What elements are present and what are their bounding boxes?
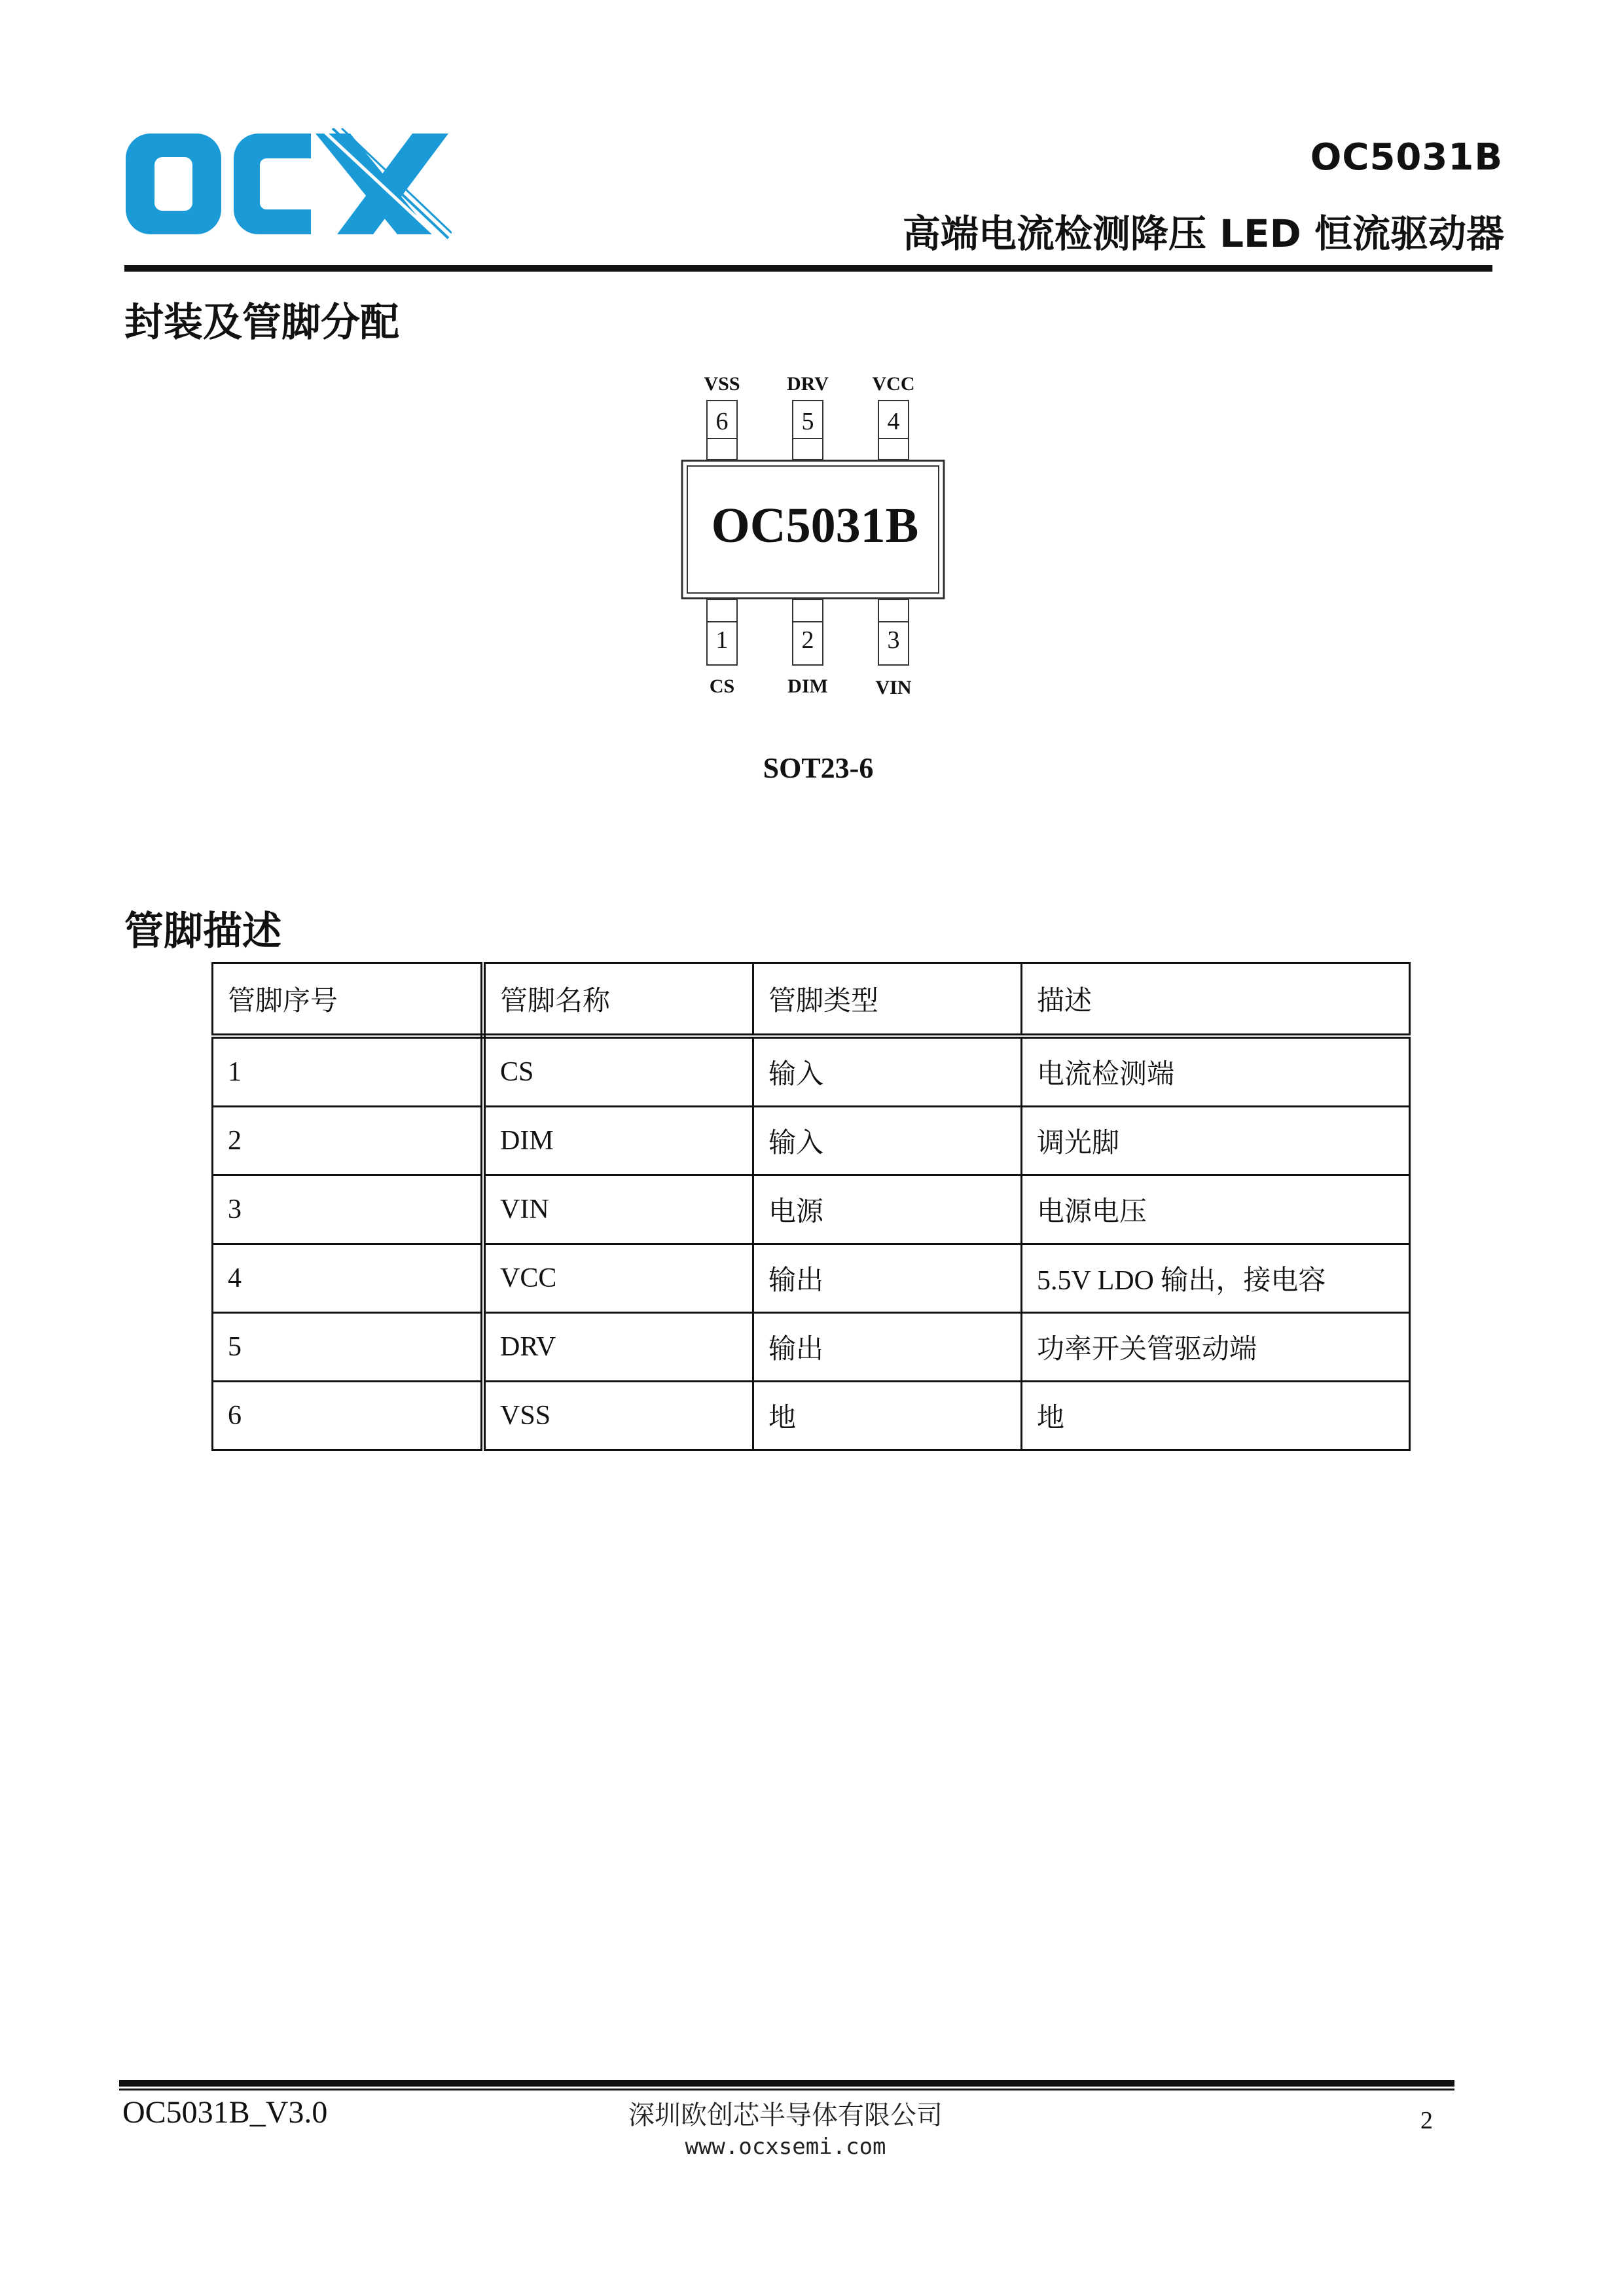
cell-pin-type: 电源 [753, 1175, 1022, 1244]
footer-divider-thin [119, 2089, 1454, 2090]
cell-pin-name: VSS [483, 1382, 753, 1450]
part-number: OC5031B [1310, 136, 1503, 179]
cell-pin-name: VCC [483, 1244, 753, 1313]
cell-description: 电源电压 [1022, 1175, 1410, 1244]
cell-pin-number: 4 [213, 1244, 484, 1313]
header-description: 描述 [1022, 963, 1410, 1037]
package-diagram [655, 367, 982, 798]
table-row [213, 1313, 1410, 1382]
header-pin-name: 管脚名称 [483, 963, 753, 1037]
footer-version: OC5031B_V3.0 [122, 2095, 328, 2130]
pin-number-4: 4 [887, 408, 900, 435]
pin-label-drv: DRV [787, 373, 829, 395]
cell-pin-name: DIM [483, 1107, 753, 1175]
company-logo [124, 128, 452, 240]
page-number: 2 [1420, 2107, 1433, 2134]
table-row [213, 1036, 1410, 1107]
cell-pin-number: 5 [213, 1313, 484, 1382]
pin-number-2: 2 [801, 626, 814, 654]
cell-description: 电流检测端 [1022, 1036, 1410, 1107]
cell-pin-number: 2 [213, 1107, 484, 1175]
cell-pin-number: 3 [213, 1175, 484, 1244]
table-row [213, 1175, 1410, 1244]
cell-pin-type: 输入 [753, 1107, 1022, 1175]
cell-pin-number: 1 [213, 1036, 484, 1107]
cell-pin-name: VIN [483, 1175, 753, 1244]
header-divider [124, 265, 1492, 272]
cell-pin-name: DRV [483, 1313, 753, 1382]
header-pin-type: 管脚类型 [753, 963, 1022, 1037]
pin-number-5: 5 [801, 408, 814, 435]
pin-description-heading: 管脚描述 [124, 908, 281, 954]
pin-number-3: 3 [887, 626, 900, 654]
cell-pin-number: 6 [213, 1382, 484, 1450]
table-row [213, 1382, 1410, 1450]
pin-label-vss: VSS [704, 373, 740, 395]
table-row [213, 1244, 1410, 1313]
header-pin-number: 管脚序号 [213, 963, 484, 1037]
cell-pin-type: 输出 [753, 1244, 1022, 1313]
package-name: SOT23-6 [763, 752, 874, 784]
pin-label-cs: CS [709, 675, 735, 697]
pin-label-vcc: VCC [872, 373, 915, 395]
table-row [213, 1107, 1410, 1175]
pin-number-1: 1 [715, 626, 729, 654]
cell-pin-type: 输入 [753, 1036, 1022, 1107]
footer-divider [119, 2080, 1454, 2087]
pin-description-table [211, 962, 1411, 1451]
package-section-heading: 封装及管脚分配 [124, 300, 399, 346]
pin-number-6: 6 [715, 408, 729, 435]
cell-description: 5.5V LDO 输出，接电容 [1022, 1244, 1410, 1313]
cell-pin-type: 输出 [753, 1313, 1022, 1382]
cell-pin-name: CS [483, 1036, 753, 1107]
pin-label-dim: DIM [787, 675, 828, 697]
pin-label-vin: VIN [875, 677, 912, 698]
footer-company: 深圳欧创芯半导体有限公司 [628, 2100, 943, 2130]
chip-marking: OC5031B [711, 498, 919, 553]
table-header-row [213, 963, 1410, 1037]
cell-description: 功率开关管驱动端 [1022, 1313, 1410, 1382]
cell-description: 地 [1022, 1382, 1410, 1450]
footer-url[interactable]: www.ocxsemi.com [685, 2134, 886, 2160]
cell-pin-type: 地 [753, 1382, 1022, 1450]
ocx-logo-graphic [124, 128, 452, 240]
document-title: 高端电流检测降压 LED 恒流驱动器 [902, 211, 1504, 256]
cell-description: 调光脚 [1022, 1107, 1410, 1175]
